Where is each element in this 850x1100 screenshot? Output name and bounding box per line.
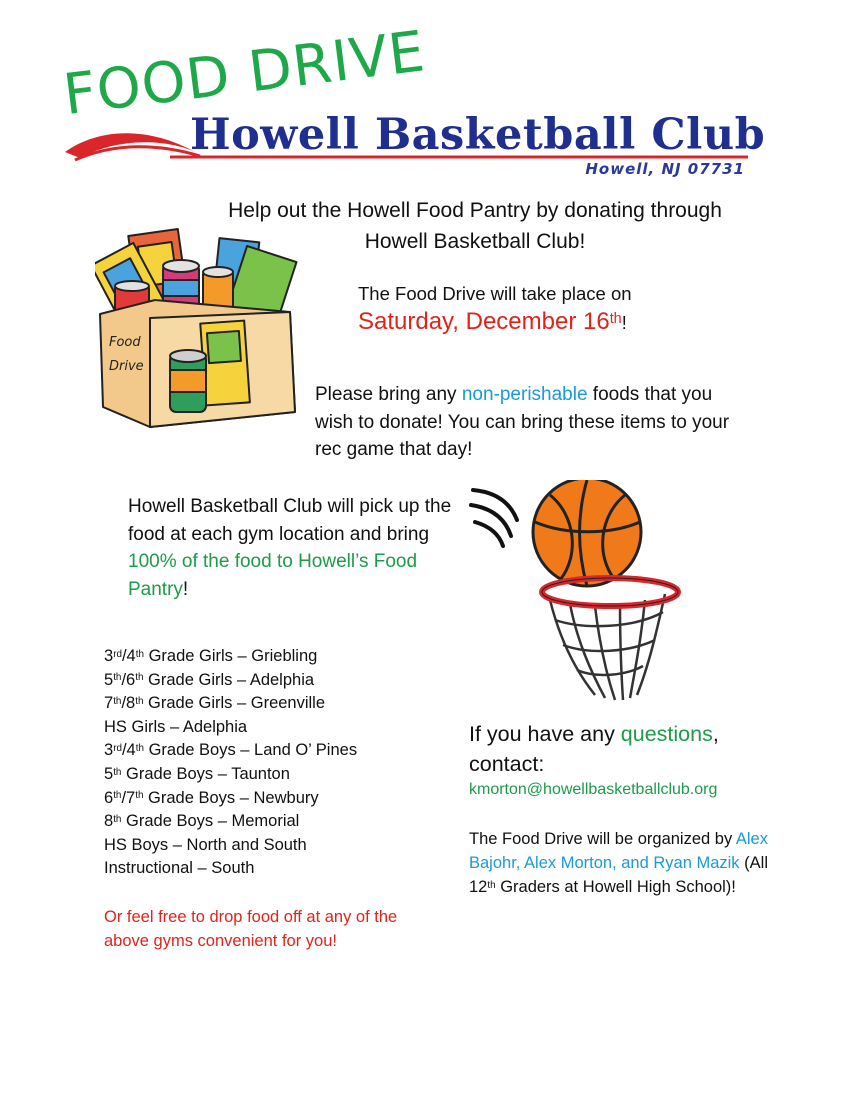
pickup-paragraph <box>128 493 458 603</box>
gym-list-item: 5th/6th Grade Girls – Adelphia <box>104 670 315 689</box>
gym-list-item: HS Girls – Adelphia <box>104 717 248 736</box>
gym-list-item: 5th Grade Boys – Taunton <box>104 764 290 783</box>
contact-email-link[interactable]: kmorton@howellbasketballclub.org <box>469 781 718 798</box>
organizers-tail-pre: (All 12 <box>469 854 768 896</box>
food-box-illustration <box>95 222 310 432</box>
organizers-paragraph <box>469 827 769 899</box>
contact-question <box>469 719 789 779</box>
gym-list-item: 7th/8th Grade Girls – Greenville <box>104 694 326 713</box>
contact-highlight: questions <box>620 722 713 746</box>
event-date-sup: th <box>609 310 622 327</box>
club-location: Howell, NJ 07731 <box>585 160 745 178</box>
organizers-names: Alex Bajohr, Alex Morton, and Ryan Mazik <box>469 830 768 872</box>
bring-text-2: foods that you wish to donate! You can bring these items to your rec game that day! <box>315 384 730 460</box>
gym-list-item: 8th Grade Boys – Memorial <box>104 812 300 831</box>
gym-list-item: Instructional – South <box>104 859 255 878</box>
pickup-text-2: ! <box>182 578 189 600</box>
event-date-text: Saturday, December 16 <box>358 308 610 335</box>
bring-paragraph <box>315 381 735 464</box>
contact-line-2: contact: <box>469 752 545 776</box>
food-drive-stamp: FOOD DRIVE <box>60 19 429 129</box>
gym-list-item: 6th/7th Grade Boys – Newbury <box>104 788 319 807</box>
food-box-label-1: Food <box>109 335 141 350</box>
pickup-text-1: Howell Basketball Club will pick up the food at each gym location and bring <box>128 496 452 545</box>
club-logo-title: Howell Basketball Club <box>190 110 766 160</box>
intro-line-2: Howell Basketball Club! <box>364 230 586 253</box>
organizers-lead: The Food Drive will be organized by <box>469 830 736 848</box>
intro-line-1: Help out the Howell Food Pantry by donating through <box>228 199 722 222</box>
food-box-label-2: Drive <box>109 359 144 374</box>
bring-highlight: non-perishable <box>461 384 588 405</box>
contact-lead: If you have any <box>469 722 621 746</box>
gym-list-item: HS Boys – North and South <box>104 835 307 854</box>
gym-list-item: 3rd/4th Grade Boys – Land O’ Pines <box>104 741 358 760</box>
gym-list-item: 3rd/4th Grade Girls – Griebling <box>104 647 318 665</box>
event-date <box>358 308 627 336</box>
pickup-highlight: 100% of the food to Howell’s Food Pantry <box>128 551 418 600</box>
event-date-bang: ! <box>621 313 627 333</box>
gym-list <box>104 645 444 881</box>
contact-tail: , <box>712 722 719 746</box>
dropoff-note: Or feel free to drop food off at any of the above gyms convenient for you! <box>104 908 398 950</box>
organizers-tail-post: Graders at Howell High School)! <box>495 878 736 896</box>
event-lead: The Food Drive will take place on <box>358 283 632 304</box>
bring-text-1: Please bring any <box>315 384 462 405</box>
basketball-hoop-illustration <box>465 480 710 705</box>
organizers-sup: th <box>487 879 496 891</box>
